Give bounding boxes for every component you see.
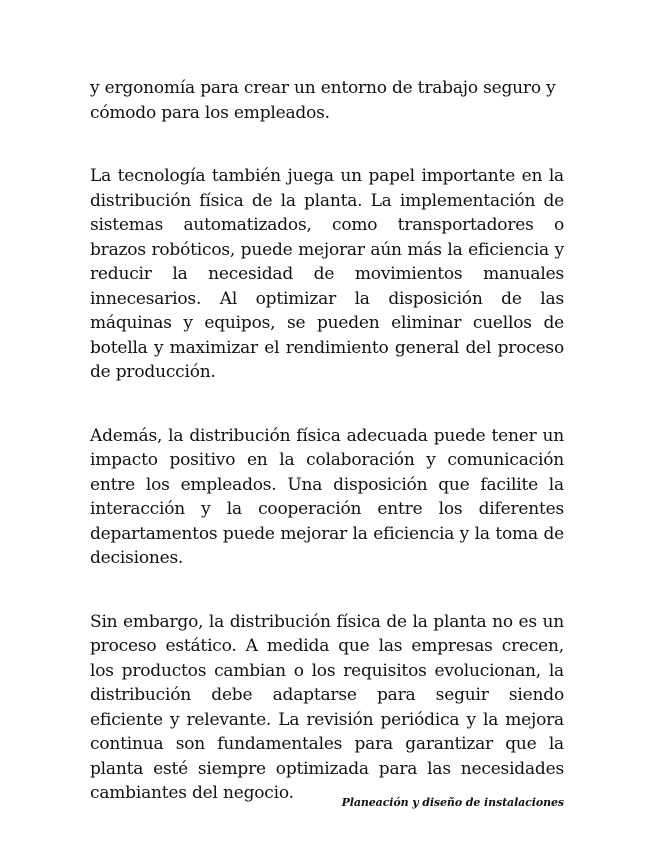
paragraph: Sin embargo, la distribución física de la planta no es un proceso estático. A medida que las empresas crecen, los productos cambian o los requisitos evolucionan, la distribución debe adaptarse para seguir siendo eficiente y relevante. La revisión periódica y la mejora continua son fundamentales para garantizar que la planta esté siempre optimizada para las necesidades cambiantes del negocio. bbox=[90, 611, 564, 803]
paragraph: La tecnología también juega un papel importante en la distribución física de la planta. La implementación de sistemas automatizados, como transportadores o brazos robóticos, puede mejorar aún más la eficiencia y reducir la necesidad de movimientos manuales innecesarios. Al optimizar la disposición de las máquinas y equipos, se pueden eliminar cuellos de botella y maximizar el rendimiento general del proceso de producción. bbox=[90, 166, 564, 382]
body-text bbox=[90, 76, 564, 806]
page-footer: Planeación y diseño de instalaciones bbox=[341, 796, 564, 809]
paragraph: y ergonomía para crear un entorno de trabajo seguro y cómodo para los empleados. bbox=[90, 78, 556, 123]
paragraph: Además, la distribución física adecuada puede tener un impacto positivo en la colaboración y comunicación entre los empleados. Una disposición que facilite la interacción y la cooperación entre los diferentes departamentos puede mejorar la eficiencia y la toma de decisiones. bbox=[90, 425, 564, 568]
